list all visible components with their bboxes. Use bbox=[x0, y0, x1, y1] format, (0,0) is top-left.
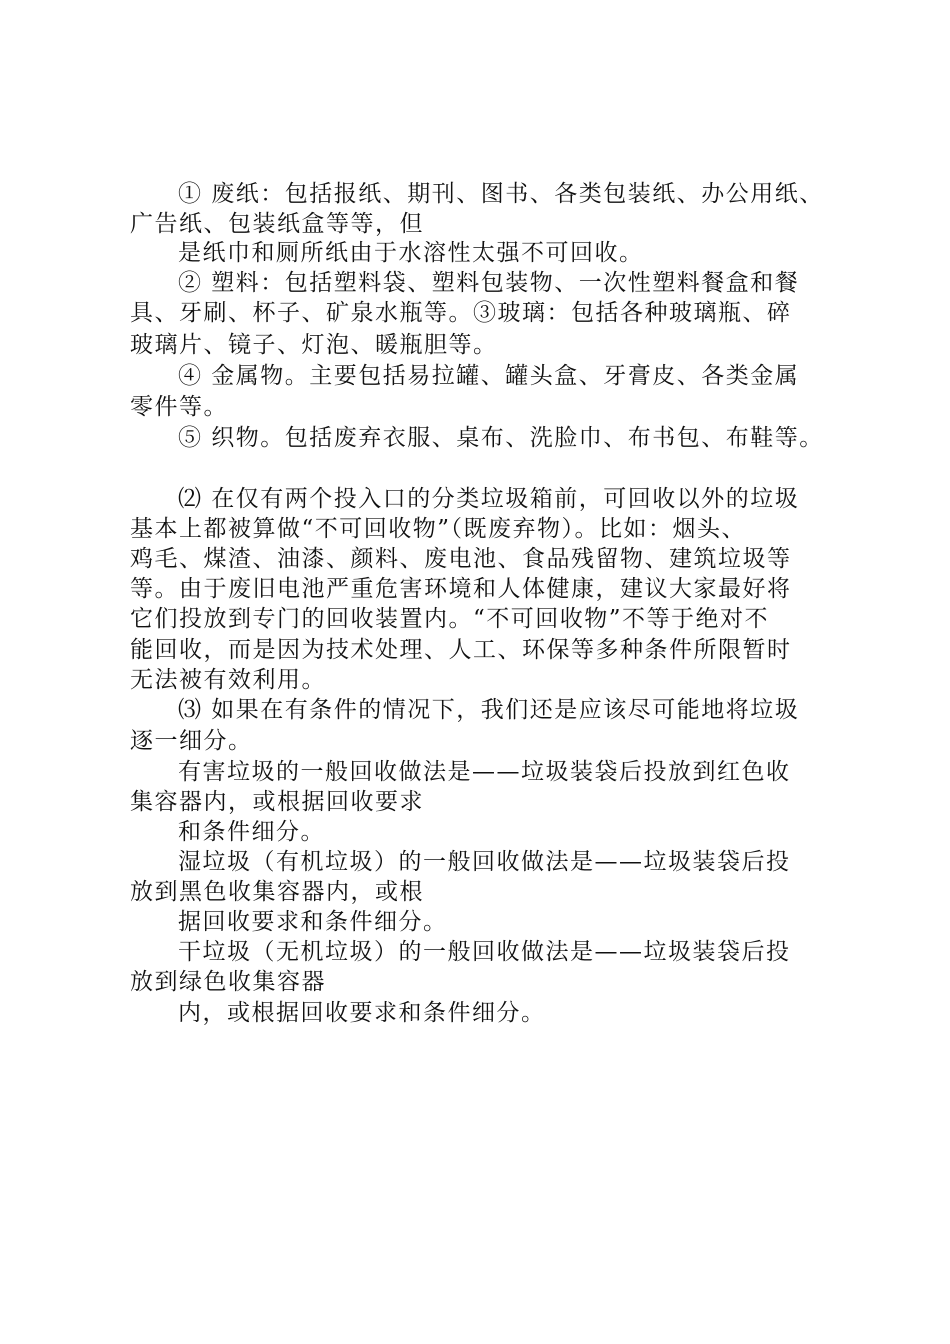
text-line: 它们投放到专门的回收装置内。“不可回收物”不等于绝对不 bbox=[130, 606, 770, 632]
text-line: 广告纸、包装纸盒等等，但 bbox=[130, 211, 424, 237]
text-line: 是纸巾和厕所纸由于水溶性太强不可回收。 bbox=[178, 240, 644, 266]
text-line: ⑶ 如果在有条件的情况下，我们还是应该尽可能地将垃圾 bbox=[178, 697, 800, 723]
text-line: 能回收，而是因为技术处理、人工、环保等多种条件所限暂时 bbox=[130, 637, 792, 663]
text-line: 干垃圾（无机垃圾）的一般回收做法是——垃圾装袋后投 bbox=[178, 939, 791, 965]
text-line: 放到绿色收集容器 bbox=[130, 969, 326, 995]
text-line: 和条件细分。 bbox=[178, 819, 325, 845]
text-line: ⑤ 织物。包括废弃衣服、桌布、洗脸巾、布书包、布鞋等。 bbox=[178, 425, 824, 451]
text-line: ① 废纸：包括报纸、期刊、图书、各类包装纸、办公用纸、 bbox=[178, 181, 824, 207]
text-line: ⑵ 在仅有两个投入口的分类垃圾箱前，可回收以外的垃圾 bbox=[178, 486, 800, 512]
text-line: ② 塑料：包括塑料袋、塑料包装物、一次性塑料餐盒和餐 bbox=[178, 270, 800, 296]
text-line: 鸡毛、煤渣、油漆、颜料、废电池、食品残留物、建筑垃圾等 bbox=[130, 546, 792, 572]
text-line: 据回收要求和条件细分。 bbox=[178, 909, 448, 935]
text-line: 无法被有效利用。 bbox=[130, 667, 326, 693]
text-line: 有害垃圾的一般回收做法是——垃圾装袋后投放到红色收 bbox=[178, 759, 791, 785]
text-line: 等。由于废旧电池严重危害环境和人体健康，建议大家最好将 bbox=[130, 576, 792, 602]
text-line: 内，或根据回收要求和条件细分。 bbox=[178, 1000, 546, 1026]
text-line: 放到黑色收集容器内，或根 bbox=[130, 879, 424, 905]
text-line: 基本上都被算做“不可回收物”（既废弃物）。比如：烟头、 bbox=[130, 516, 747, 542]
text-line: 逐一细分。 bbox=[130, 728, 253, 754]
text-line: 集容器内，或根据回收要求 bbox=[130, 789, 424, 815]
text-line: ④ 金属物。主要包括易拉罐、罐头盒、牙膏皮、各类金属 bbox=[178, 363, 800, 389]
text-line: 零件等。 bbox=[130, 394, 228, 420]
text-line: 具、牙刷、杯子、矿泉水瓶等。③玻璃：包括各种玻璃瓶、碎 bbox=[130, 300, 792, 326]
text-line: 玻璃片、镜子、灯泡、暖瓶胆等。 bbox=[130, 332, 498, 358]
text-line: 湿垃圾（有机垃圾）的一般回收做法是——垃圾装袋后投 bbox=[178, 849, 791, 875]
